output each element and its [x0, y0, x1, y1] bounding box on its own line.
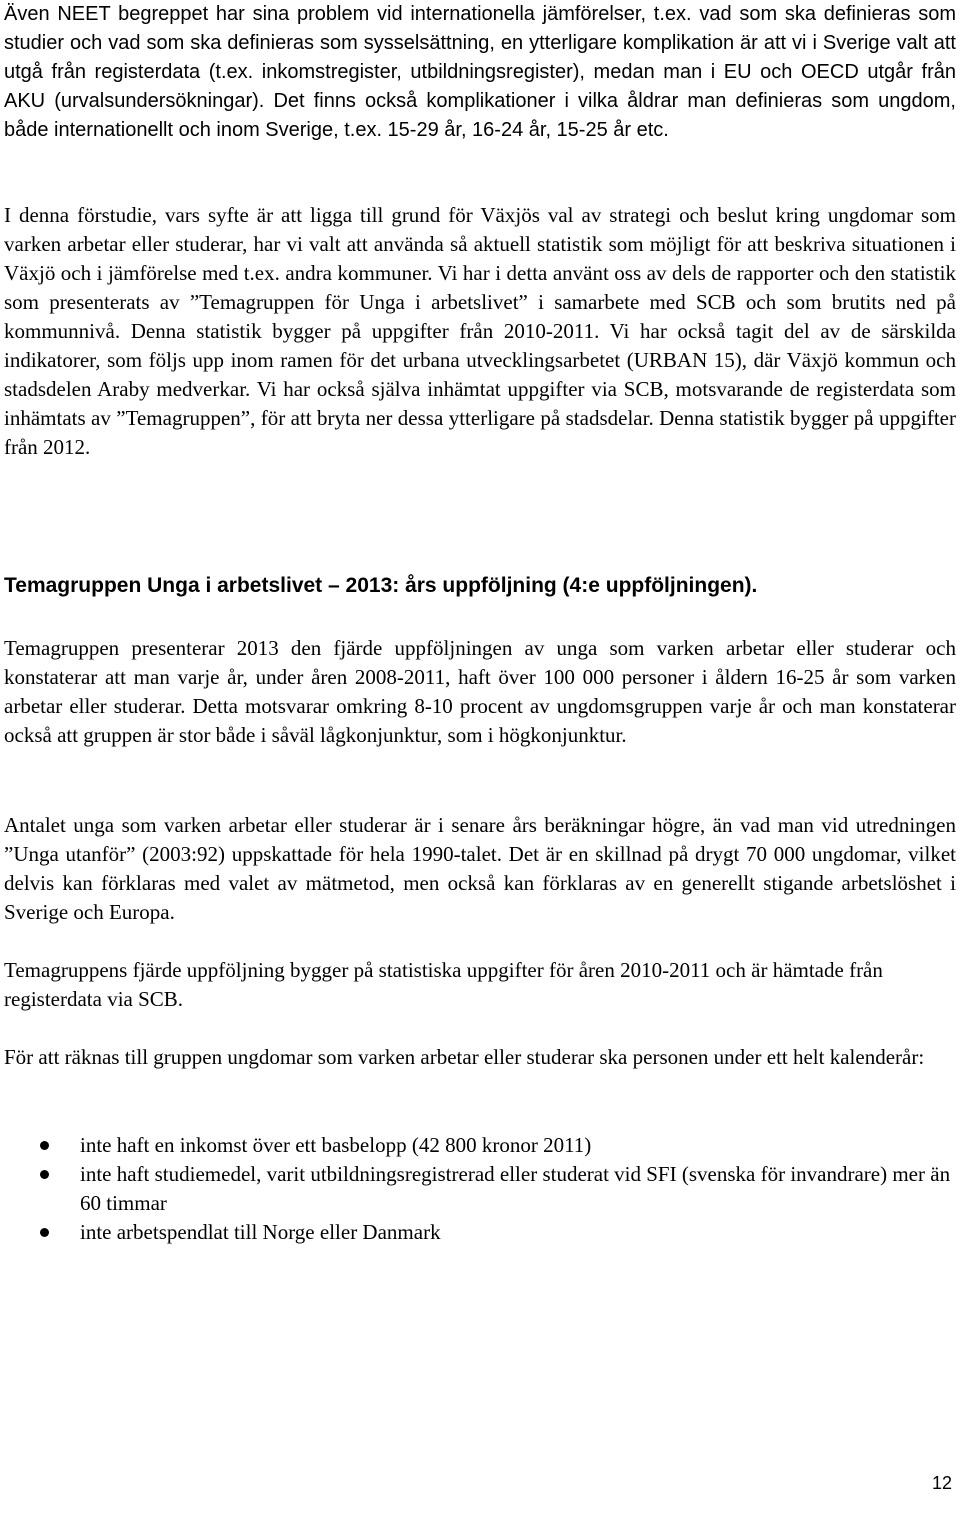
paragraph-forstudie: I denna förstudie, vars syfte är att ligga till grund för Växjös val av strategi och beslut kring ungdomar som varken arbetar eller studerar, har vi valt att använda så aktuell statistik som möjligt för att beskriva situationen i Växjö och i jämförelse med t.ex. andra kommuner. Vi har i detta använt oss av dels de rapporter och den statistik som presenterats av ”Temagruppen för Unga i arbetslivet” i samarbete med SCB och som brutits ned på kommunnivå. Denna statistik bygger på uppgifter från 2010-2011. Vi har också tagit del av de särskilda indikatorer, som följs upp inom ramen för det urbana utvecklingsarbetet (URBAN 15), där Växjö kommun och stadsdelen Araby medverkar. Vi har också själva inhämtat uppgifter via SCB, motsvarande de registerdata som inhämtats av ”Temagruppen”, för att bryta ner dessa ytterligare på stadsdelar. Denna statistik bygger på uppgifter från 2012. [4, 203, 956, 459]
bullet-icon [40, 1170, 49, 1179]
list-item-text: inte haft en inkomst över ett basbelopp (42 800 kronor 2011) [80, 1133, 592, 1157]
list-item-text: inte arbetspendlat till Norge eller Danmark [80, 1220, 441, 1244]
section-heading: Temagruppen Unga i arbetslivet – 2013: års uppföljning (4:e uppföljningen). [4, 574, 758, 597]
list-item [4, 1131, 956, 1160]
list-item [4, 1160, 956, 1218]
bullet-icon [40, 1141, 49, 1150]
bullet-icon [40, 1228, 49, 1237]
paragraph-antalet: Antalet unga som varken arbetar eller studerar är i senare års beräkningar högre, än vad man vid utredningen ”Unga utanför” (2003:92) uppskattade för hela 1990-talet. Det är en skillnad på drygt 70 000 ungdomar, vilket delvis kan förklaras med valet av mätmetod, men också kan förklaras av en generellt stigande arbetslöshet i Sverige och Europa. [4, 813, 956, 924]
paragraph-fjarde-uppfoljning: Temagruppens fjärde uppföljning bygger på statistiska uppgifter för åren 2010-2011 och är hämtade från registerdata via SCB. [4, 958, 883, 1011]
paragraph-rakna-till-gruppen: För att räknas till gruppen ungdomar som varken arbetar eller studerar ska personen under ett helt kalenderår: [4, 1045, 925, 1069]
list-item [4, 1218, 956, 1247]
list-item-text: inte haft studiemedel, varit utbildningsregistrerad eller studerat vid SFI (svenska för invandrare) mer än 60 timmar [80, 1162, 951, 1215]
paragraph-presenterar: Temagruppen presenterar 2013 den fjärde uppföljningen av unga som varken arbetar eller studerar och konstaterar att man varje år, under åren 2008-2011, haft över 100 000 personer i åldern 16-25 år som varken arbetar eller studerar. Detta motsvarar omkring 8-10 procent av ungdomsgruppen varje år och man konstaterar också att gruppen är stor både i såväl lågkonjunktur, som i högkonjunktur. [4, 636, 956, 747]
paragraph-neet-definitions: Även NEET begreppet har sina problem vid internationella jämförelser, t.ex. vad som ska definieras som studier och vad som ska definieras som sysselsättning, en ytterligare komplikation är att vi i Sverige valt att utgå från registerdata (t.ex. inkomstregister, utbildningsregister), medan man i EU och OECD utgår från AKU (urvalsundersökningar). Det finns också komplikationer i vilka åldrar man definieras som ungdom, både internationellt och inom Sverige, t.ex. 15-29 år, 16-24 år, 15-25 år etc. [4, 3, 956, 141]
criteria-list [4, 1131, 956, 1247]
page-number: 12 [931, 1473, 952, 1493]
